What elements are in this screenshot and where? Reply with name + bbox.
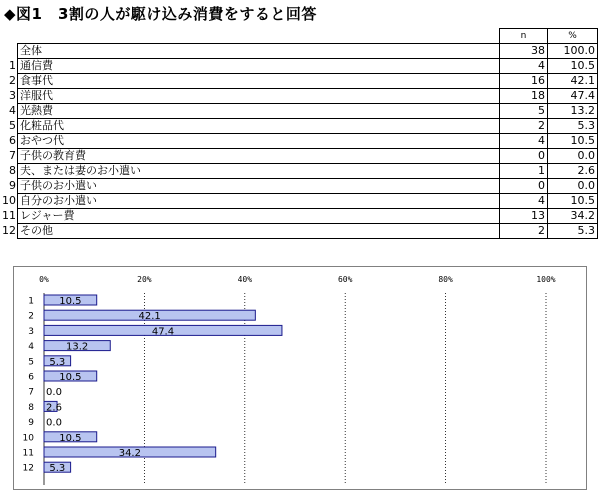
category-label: 5 xyxy=(28,357,34,368)
category-label: 8 xyxy=(28,402,34,413)
category-label: 12 xyxy=(22,463,34,474)
row-n: 38 xyxy=(500,44,548,59)
row-label: 子供のお小遣い xyxy=(18,179,500,194)
category-label: 3 xyxy=(28,326,34,337)
x-tick-label: 20% xyxy=(137,275,152,284)
bar-chart xyxy=(13,266,587,490)
x-tick-label: 0% xyxy=(39,275,49,284)
table-row xyxy=(2,149,598,164)
row-number: 3 xyxy=(9,89,16,102)
table-row xyxy=(2,59,598,74)
row-pct: 100.0 xyxy=(548,44,598,59)
data-label: 0.0 xyxy=(46,387,62,399)
header-pct: % xyxy=(548,29,598,44)
data-label: 2.6 xyxy=(46,402,62,414)
row-n: 1 xyxy=(500,164,548,179)
row-pct: 5.3 xyxy=(548,224,598,239)
category-label: 10 xyxy=(22,433,34,444)
category-label: 2 xyxy=(28,311,34,322)
row-label: 全体 xyxy=(18,44,500,59)
category-label: 6 xyxy=(28,372,34,383)
table-row xyxy=(2,194,598,209)
x-tick-label: 80% xyxy=(438,275,453,284)
row-n: 16 xyxy=(500,74,548,89)
data-label: 47.4 xyxy=(151,326,175,338)
row-label: 食事代 xyxy=(18,74,500,89)
data-label: 13.2 xyxy=(65,341,89,353)
row-pct: 13.2 xyxy=(548,104,598,119)
row-number: 12 xyxy=(2,224,16,237)
row-n: 18 xyxy=(500,89,548,104)
table-row xyxy=(2,209,598,224)
row-label: 夫、または妻のお小遣い xyxy=(18,164,500,179)
row-n: 2 xyxy=(500,224,548,239)
data-label: 10.5 xyxy=(59,372,82,383)
table-row xyxy=(2,44,598,59)
table-row xyxy=(2,179,598,194)
x-tick-label: 100% xyxy=(536,275,556,284)
row-pct: 0.0 xyxy=(548,149,598,164)
category-label: 9 xyxy=(28,418,34,429)
row-number: 5 xyxy=(9,119,16,132)
row-n: 0 xyxy=(500,179,548,194)
category-label: 1 xyxy=(28,296,34,307)
row-label: 化粧品代 xyxy=(18,119,500,134)
row-pct: 42.1 xyxy=(548,74,598,89)
data-label: 10.5 xyxy=(59,296,82,307)
row-label: 洋服代 xyxy=(18,89,500,104)
row-n: 13 xyxy=(500,209,548,224)
row-n: 4 xyxy=(500,134,548,149)
data-label: 10.5 xyxy=(59,432,82,444)
table-row xyxy=(2,74,598,89)
data-label: 34.2 xyxy=(118,448,141,459)
category-label: 7 xyxy=(28,387,34,398)
table-row xyxy=(2,224,598,239)
row-label: おやつ代 xyxy=(18,134,500,149)
table-row xyxy=(2,89,598,104)
row-number: 11 xyxy=(2,209,16,222)
row-n: 5 xyxy=(500,104,548,119)
row-pct: 10.5 xyxy=(548,59,598,74)
row-number: 1 xyxy=(9,59,16,72)
data-label: 5.3 xyxy=(49,356,66,368)
header-n: n xyxy=(500,29,548,44)
row-pct: 0.0 xyxy=(548,179,598,194)
figure-title: ◆図1 3割の人が駆け込み消費をすると回答 xyxy=(4,5,317,23)
row-n: 4 xyxy=(500,194,548,209)
row-n: 0 xyxy=(500,149,548,164)
row-pct: 34.2 xyxy=(548,209,598,224)
row-label: 自分のお小遣い xyxy=(18,194,500,209)
row-number: 6 xyxy=(9,134,16,147)
row-number xyxy=(2,44,18,59)
row-pct: 5.3 xyxy=(548,119,598,134)
row-label: その他 xyxy=(18,224,500,239)
category-label: 4 xyxy=(28,342,34,353)
row-number: 2 xyxy=(9,74,16,87)
table-header-row xyxy=(2,29,598,44)
table-row xyxy=(2,104,598,119)
row-n: 4 xyxy=(500,59,548,74)
data-table xyxy=(2,28,598,239)
header-label-cell xyxy=(18,29,500,44)
row-number: 10 xyxy=(2,194,16,207)
row-pct: 2.6 xyxy=(548,164,598,179)
row-label: 光熱費 xyxy=(18,104,500,119)
row-number: 7 xyxy=(9,149,16,162)
x-tick-label: 60% xyxy=(337,275,353,284)
row-pct: 10.5 xyxy=(548,194,598,209)
data-label: 5.3 xyxy=(49,463,66,475)
row-pct: 10.5 xyxy=(548,134,598,149)
bar-chart-svg xyxy=(14,267,586,489)
row-label: 通信費 xyxy=(18,59,500,74)
row-n: 2 xyxy=(500,119,548,134)
table-row xyxy=(2,134,598,149)
category-label: 11 xyxy=(22,448,34,459)
table-row xyxy=(2,119,598,134)
table-row xyxy=(2,164,598,179)
x-tick-label: 40% xyxy=(237,275,253,284)
data-label: 0.0 xyxy=(46,417,62,429)
row-number: 8 xyxy=(9,164,16,177)
row-label: レジャー費 xyxy=(18,209,500,224)
row-pct: 47.4 xyxy=(548,89,598,104)
row-label: 子供の教育費 xyxy=(18,149,500,164)
row-number: 4 xyxy=(9,104,16,117)
header-num-cell xyxy=(2,29,18,44)
row-number: 9 xyxy=(9,179,16,192)
data-label: 42.1 xyxy=(138,311,161,323)
